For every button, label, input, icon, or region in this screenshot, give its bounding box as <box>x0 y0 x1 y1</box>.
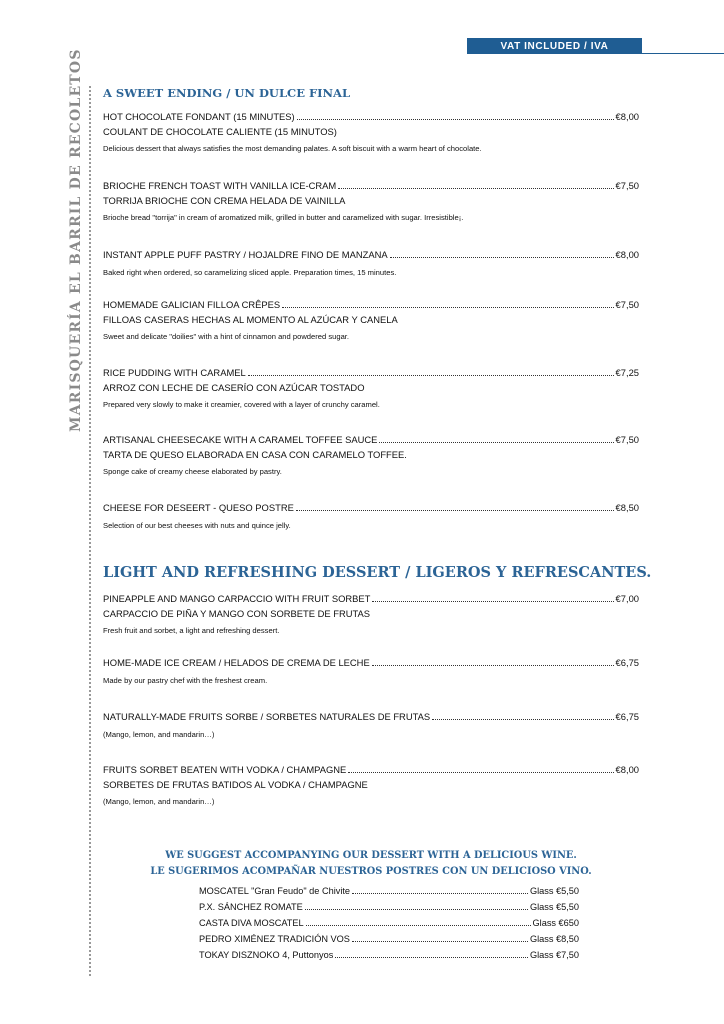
wine-name: TOKAY DISZNOKO 4, Puttonyos <box>199 950 334 960</box>
item-description: Baked right when ordered, so caramelizing sliced apple. Preparation times, 15 minutes. <box>103 268 397 277</box>
item-name: HOMEMADE GALICIAN FILLOA CRÊPES <box>103 299 281 310</box>
leader-dots <box>390 257 614 258</box>
item-price: €7,00 <box>615 593 639 604</box>
leader-dots <box>372 601 613 602</box>
item-subtitle: CARPACCIO DE PIÑA Y MANGO CON SORBETE DE FRUTAS <box>103 608 371 619</box>
wine-name: P.X. SÁNCHEZ ROMATE <box>199 902 303 912</box>
menu-item <box>103 711 639 740</box>
leader-dots <box>348 772 613 773</box>
item-description: Sweet and delicate "doilies" with a hint of cinnamon and powdered sugar. <box>103 332 350 341</box>
item-description: Brioche bread "torrija" in cream of aromatized milk, grilled in butter and caramelized with sugar. Irresistible¡. <box>103 213 464 222</box>
wine-item <box>199 931 579 947</box>
wine-item <box>199 915 579 931</box>
item-name: HOME-MADE ICE CREAM / HELADOS DE CREMA DE LECHE <box>103 657 370 668</box>
item-name: ARTISANAL CHEESECAKE WITH A CARAMEL TOFFEE SAUCE <box>103 434 378 445</box>
item-name: NATURALLY-MADE FRUITS SORBE / SORBETES NATURALES DE FRUTAS <box>103 711 431 722</box>
item-price: €6,75 <box>615 657 639 668</box>
leader-dots <box>305 909 528 910</box>
wine-price: Glass €650 <box>532 918 579 928</box>
item-description: Fresh fruit and sorbet, a light and refreshing dessert. <box>103 626 280 635</box>
menu-item <box>103 657 639 686</box>
leader-dots <box>335 957 528 958</box>
item-description: (Mango, lemon, and mandarin…) <box>103 730 215 739</box>
vat-included-banner: VAT INCLUDED / IVA <box>467 38 642 54</box>
item-subtitle: COULANT DE CHOCOLATE CALIENTE (15 MINUTOS) <box>103 126 337 137</box>
item-description: (Mango, lemon, and mandarin…) <box>103 797 215 806</box>
wine-price: Glass €8,50 <box>529 934 579 944</box>
item-name: BRIOCHE FRENCH TOAST WITH VANILLA ICE-CRAM <box>103 180 337 191</box>
leader-dots <box>352 941 528 942</box>
item-price: €8,00 <box>615 111 639 122</box>
menu-item <box>103 502 639 531</box>
leader-dots <box>282 307 613 308</box>
item-price: €6,75 <box>615 711 639 722</box>
wine-price: Glass €5,50 <box>529 886 579 896</box>
wine-list <box>199 883 579 963</box>
item-subtitle: TORRIJA BRIOCHE CON CREMA HELADA DE VAINILLA <box>103 195 346 206</box>
restaurant-name-vertical: MARISQUERÍA EL BARRIL DE RECOLETOS <box>68 48 84 432</box>
wine-heading-en: WE SUGGEST ACCOMPANYING OUR DESSERT WITH A DELICIOUS WINE. <box>165 850 577 861</box>
leader-dots <box>306 925 531 926</box>
header-rule <box>642 53 724 54</box>
wine-item <box>199 899 579 915</box>
menu-item <box>103 299 639 342</box>
menu-item <box>103 434 639 477</box>
leader-dots <box>432 719 613 720</box>
menu-item <box>103 593 639 636</box>
leader-dots <box>372 665 614 666</box>
item-description: Made by our pastry chef with the freshest cream. <box>103 676 268 685</box>
item-description: Sponge cake of creamy cheese elaborated by pastry. <box>103 467 282 476</box>
item-subtitle: ARROZ CON LECHE DE CASERÍO CON AZÚCAR TOSTADO <box>103 382 365 393</box>
item-name: CHEESE FOR DESEERT - QUESO POSTRE <box>103 502 294 513</box>
section-title-light-refreshing: LIGHT AND REFRESHING DESSERT / LIGEROS Y REFRESCANTES. <box>103 564 652 581</box>
item-name: PINEAPPLE AND MANGO CARPACCIO WITH FRUIT SORBET <box>103 593 371 604</box>
sidebar-dotted-rule <box>89 86 91 976</box>
item-description: Selection of our best cheeses with nuts and quince jelly. <box>103 521 291 530</box>
wine-price: Glass €5,50 <box>529 902 579 912</box>
wine-name: CASTA DIVA MOSCATEL <box>199 918 304 928</box>
leader-dots <box>338 188 613 189</box>
wine-price: Glass €7,50 <box>529 950 579 960</box>
menu-item <box>103 249 639 278</box>
wine-name: PEDRO XIMÉNEZ TRADICIÓN VOS <box>199 934 350 944</box>
item-price: €7,50 <box>615 180 639 191</box>
item-price: €8,50 <box>615 502 639 513</box>
menu-item <box>103 764 639 807</box>
item-name: INSTANT APPLE PUFF PASTRY / HOJALDRE FINO DE MANZANA <box>103 249 388 260</box>
item-name: RICE PUDDING WITH CARAMEL <box>103 367 246 378</box>
item-price: €8,00 <box>615 764 639 775</box>
item-price: €8,00 <box>615 249 639 260</box>
item-name: HOT CHOCOLATE FONDANT (15 MINUTES) <box>103 111 295 122</box>
item-price: €7,25 <box>615 367 639 378</box>
section-title-sweet-ending: A SWEET ENDING / UN DULCE FINAL <box>103 86 351 100</box>
wine-name: MOSCATEL "Gran Feudo" de Chivite <box>199 886 351 896</box>
item-description: Delicious dessert that always satisfies the most demanding palates. A soft biscuit with a warm heart of chocolate. <box>103 144 482 153</box>
wine-item <box>199 883 579 899</box>
item-subtitle: TARTA DE QUESO ELABORADA EN CASA CON CARAMELO TOFFEE. <box>103 449 407 460</box>
menu-item <box>103 180 639 223</box>
menu-item <box>103 111 639 154</box>
item-price: €7,50 <box>615 299 639 310</box>
leader-dots <box>296 510 614 511</box>
leader-dots <box>352 893 528 894</box>
item-subtitle: SORBETES DE FRUTAS BATIDOS AL VODKA / CHAMPAGNE <box>103 779 368 790</box>
leader-dots <box>379 442 613 443</box>
menu-item <box>103 367 639 410</box>
item-name: FRUITS SORBET BEATEN WITH VODKA / CHAMPAGNE <box>103 764 347 775</box>
item-price: €7,50 <box>615 434 639 445</box>
item-description: Prepared very slowly to make it creamier, covered with a layer of crunchy caramel. <box>103 400 380 409</box>
wine-heading-es: LE SUGERIMOS ACOMPAÑAR NUESTROS POSTRES CON UN DELICIOSO VINO. <box>150 866 592 877</box>
leader-dots <box>297 119 614 120</box>
item-subtitle: FILLOAS CASERAS HECHAS AL MOMENTO AL AZÚCAR Y CANELA <box>103 314 398 325</box>
leader-dots <box>248 375 614 376</box>
wine-item <box>199 947 579 963</box>
